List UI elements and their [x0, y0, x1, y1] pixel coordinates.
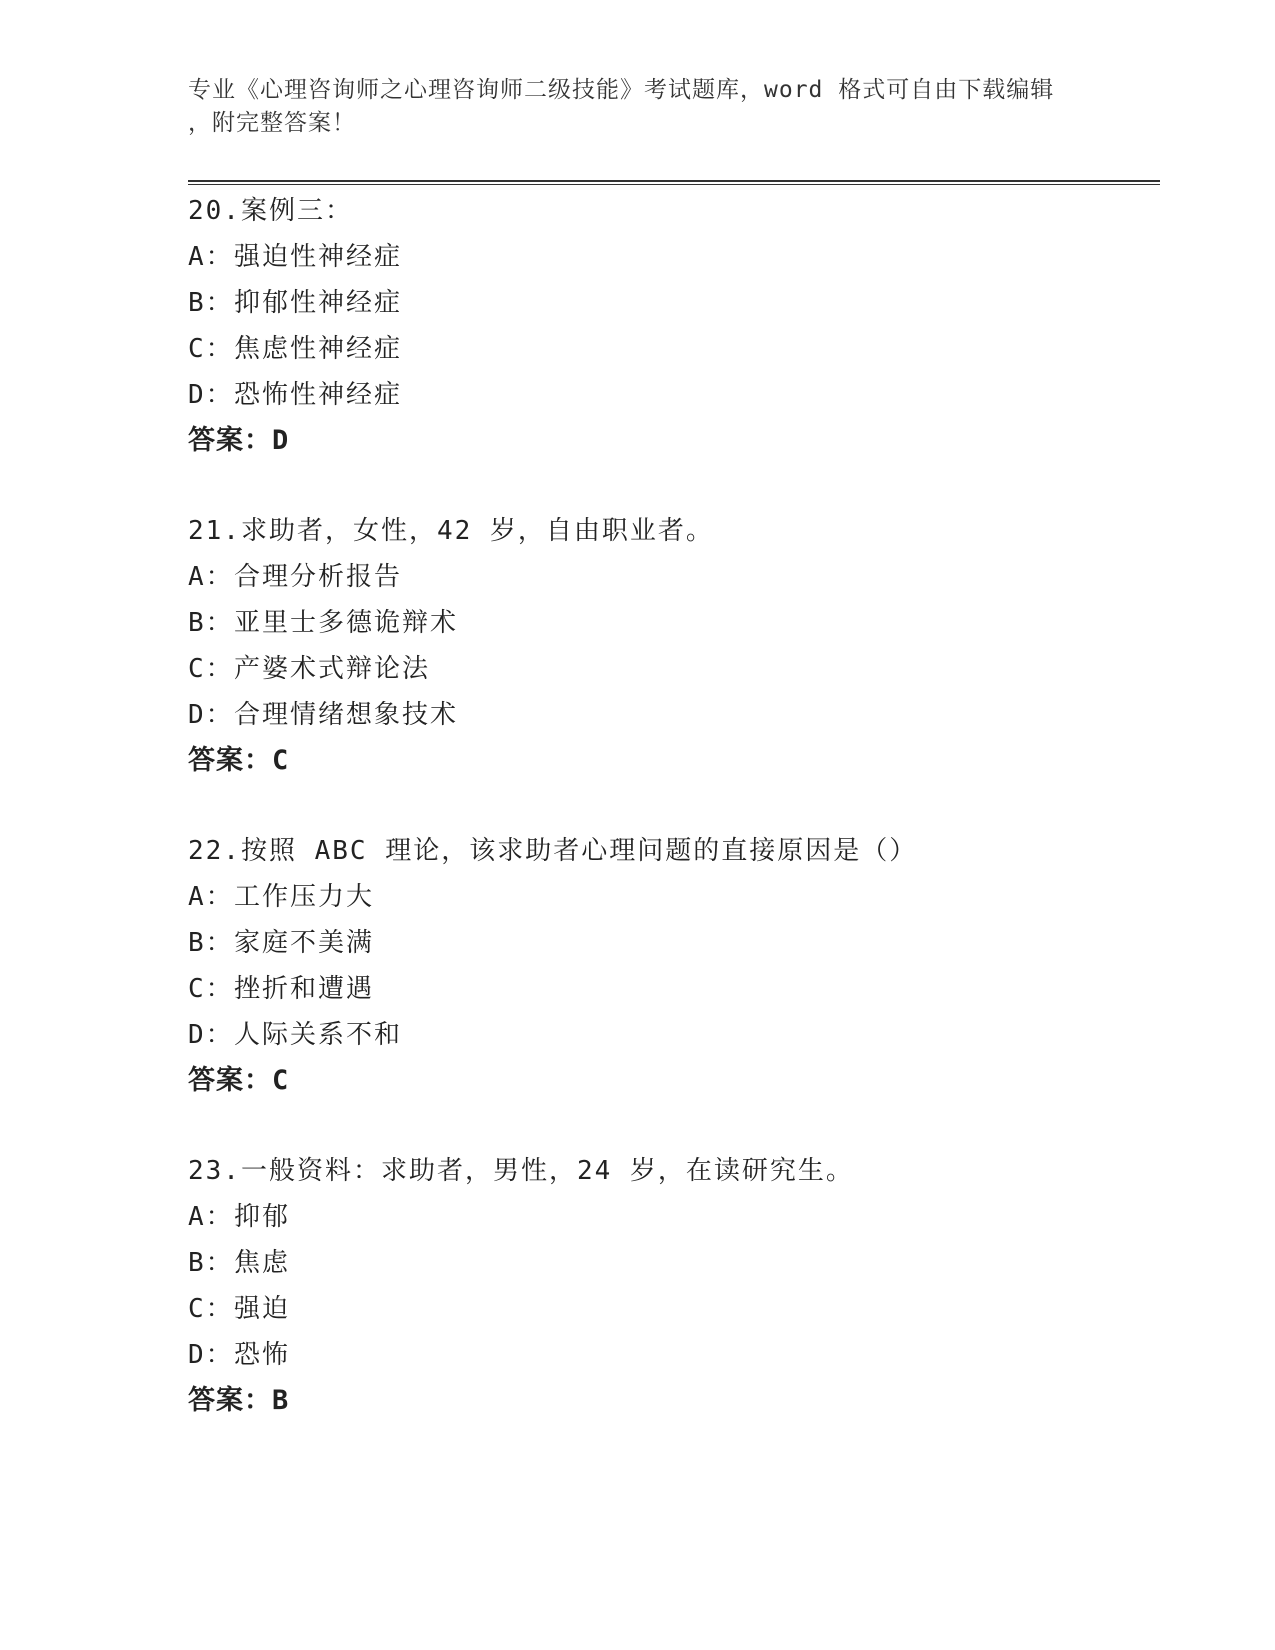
option-a: [188, 554, 1160, 600]
option-key: C：: [188, 654, 234, 684]
option-text: 合理情绪想象技术: [234, 700, 459, 730]
option-key: B：: [188, 1248, 234, 1278]
header-line-2: ，附完整答案！: [188, 110, 356, 136]
option-key: C：: [188, 334, 234, 364]
question-stem: 23.一般资料：求助者，男性，24 岁，在读研究生。: [188, 1156, 854, 1186]
document-header: [188, 74, 1088, 140]
header-divider-thick: [188, 180, 1160, 182]
option-c: [188, 326, 1160, 372]
option-text: 合理分析报告: [234, 562, 403, 592]
option-text: 焦虑性神经症: [234, 334, 403, 364]
header-line-1: 专业《心理咨询师之心理咨询师二级技能》考试题库，word 格式可自由下载编辑: [188, 77, 1055, 103]
option-text: 抑郁性神经症: [234, 288, 403, 318]
option-text: 人际关系不和: [234, 1020, 403, 1050]
option-key: A：: [188, 1202, 234, 1232]
header-divider-thin: [188, 184, 1160, 185]
option-key: D：: [188, 1020, 234, 1050]
option-b: [188, 600, 1160, 646]
option-b: [188, 920, 1160, 966]
option-key: C：: [188, 974, 234, 1004]
option-d: [188, 372, 1160, 418]
answer-line: 答案：B: [188, 1385, 290, 1416]
option-text: 抑郁: [234, 1202, 291, 1232]
option-text: 恐怖: [234, 1340, 291, 1370]
option-key: B：: [188, 608, 234, 638]
option-key: D：: [188, 380, 234, 410]
option-text: 家庭不美满: [234, 928, 375, 958]
option-key: D：: [188, 700, 234, 730]
option-text: 工作压力大: [234, 882, 375, 912]
option-key: A：: [188, 562, 234, 592]
option-key: B：: [188, 928, 234, 958]
question-list: [188, 188, 1160, 1468]
answer-line: 答案：D: [188, 425, 290, 456]
option-text: 焦虑: [234, 1248, 291, 1278]
answer-line: 答案：C: [188, 745, 290, 776]
option-a: [188, 874, 1160, 920]
option-b: [188, 1240, 1160, 1286]
option-c: [188, 966, 1160, 1012]
option-a: [188, 1194, 1160, 1240]
option-b: [188, 280, 1160, 326]
option-d: [188, 692, 1160, 738]
option-text: 强迫性神经症: [234, 242, 403, 272]
option-d: [188, 1012, 1160, 1058]
option-key: A：: [188, 882, 234, 912]
question-22: [188, 828, 1160, 1104]
option-key: A：: [188, 242, 234, 272]
option-text: 产婆术式辩论法: [234, 654, 431, 684]
option-key: D：: [188, 1340, 234, 1370]
question-20: [188, 188, 1160, 464]
question-21: [188, 508, 1160, 784]
option-key: C：: [188, 1294, 234, 1324]
option-text: 挫折和遭遇: [234, 974, 375, 1004]
option-text: 亚里士多德诡辩术: [234, 608, 459, 638]
question-stem: 20.案例三：: [188, 196, 353, 226]
answer-line: 答案：C: [188, 1065, 290, 1096]
option-c: [188, 646, 1160, 692]
option-c: [188, 1286, 1160, 1332]
question-stem: 22.按照 ABC 理论，该求助者心理问题的直接原因是（）: [188, 836, 918, 866]
option-text: 强迫: [234, 1294, 291, 1324]
option-key: B：: [188, 288, 234, 318]
option-text: 恐怖性神经症: [234, 380, 403, 410]
question-23: [188, 1148, 1160, 1424]
question-stem: 21.求助者，女性，42 岁，自由职业者。: [188, 516, 714, 546]
option-a: [188, 234, 1160, 280]
option-d: [188, 1332, 1160, 1378]
